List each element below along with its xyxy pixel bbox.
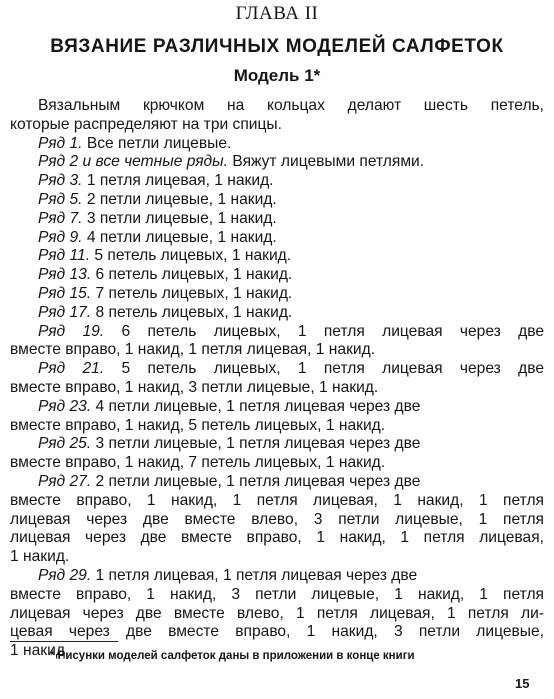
row-label: Ряд 9. [38,228,83,246]
row-text: 1 накид. [10,548,70,566]
page-number: 15 [515,676,530,691]
row-text: 6 петель лицевых, 1 накид. [95,266,293,284]
row-line [10,229,544,248]
row-paragraph [10,285,544,304]
row-line [10,454,544,473]
row-line [10,417,544,436]
row-paragraph [10,153,544,172]
row-label: Ряд 13. [38,266,92,284]
row-text: лицевая через две вместе влево, 3 петли лицевые, 1 петля [10,510,544,528]
row-paragraph [10,323,544,361]
row-text: 2 петли лицевые, 1 петля лицевая через две [95,472,421,490]
row-label: Ряд 3. [38,172,83,190]
row-line [10,266,544,285]
row-label: Ряд 5. [38,190,83,208]
row-text: 2 петли лицевые, 1 накид. [86,190,277,208]
row-label: Ряд 21. [38,360,105,378]
row-line [10,511,544,530]
row-line [10,341,544,360]
row-line [10,360,544,379]
row-label: Ряд 19. [38,322,105,340]
row-line [10,135,544,154]
row-text: 3 петли лицевые, 1 накид. [86,209,277,227]
row-text: Вяжут лицевыми петлями. [232,153,425,171]
intro-line: которые распределяют на три спицы. [10,115,282,133]
row-text: вместе вправо, 1 накид, 7 петель лицевых, 1 накид. [10,454,386,472]
row-label: Ряд 2 и все четные ряды. [38,153,228,171]
intro-line: Вязальным крючком на кольцах делают шесть петель, [38,97,544,114]
row-paragraph [10,229,544,248]
row-label: Ряд 11. [38,247,91,265]
row-paragraph [10,172,544,191]
row-line [10,379,544,398]
row-label: Ряд 27. [38,472,92,490]
row-instructions [10,135,544,661]
row-text: 6 петель лицевых, 1 петля лицевая через две [121,322,544,340]
row-text: вместе вправо, 1 накид, 3 петли лицевые, 1 накид, 1 петля [10,585,544,603]
row-text: 4 петли лицевые, 1 накид. [86,228,277,246]
row-line [10,398,544,417]
intro-paragraph [10,97,544,135]
row-paragraph [10,135,544,154]
row-text: 7 петель лицевых, 1 накид. [95,284,293,302]
row-text: лицевая через две вместе влево, 1 петля лицевая, 1 петля ли- [10,604,544,622]
row-label: Ряд 25. [38,435,92,453]
row-paragraph [10,304,544,323]
row-label: Ряд 15. [38,284,92,302]
row-line [10,473,544,492]
section-title: ВЯЗАНИЕ РАЗЛИЧНЫХ МОДЕЛЕЙ САЛФЕТОК [50,36,504,57]
row-paragraph [10,473,544,567]
row-line [10,191,544,210]
model-heading: Модель 1* [233,66,321,85]
row-line [10,304,544,323]
row-line [10,586,544,605]
row-text: 8 петель лицевых, 1 накид. [95,303,293,321]
row-label: Ряд 1. [38,134,83,152]
chapter-heading: ГЛАВА II [235,3,319,24]
row-label: Ряд 7. [38,209,83,227]
row-paragraph [10,247,544,266]
row-label: Ряд 23. [38,397,92,415]
row-text: 4 петли лицевые, 1 петля лицевая через две [95,397,421,415]
body-text [10,97,544,661]
row-text: вместе вправо, 1 накид, 5 петель лицевых, 1 накид. [10,416,386,434]
row-line [10,492,544,511]
row-label: Ряд 17. [38,303,92,321]
row-line [10,623,544,642]
row-line [10,210,544,229]
row-paragraph [10,210,544,229]
row-paragraph [10,398,544,436]
row-paragraph [10,567,544,661]
row-text: Все петли лицевые. [86,134,232,152]
row-line [10,548,544,567]
row-paragraph [10,360,544,398]
row-text: 1 накид. [10,642,70,660]
row-text: 5 петель лицевых, 1 накид. [94,247,292,265]
row-text: цевая через две вместе вправо, 1 накид, 3 петли лицевые, [10,623,544,641]
row-text: вместе вправо, 1 накид, 1 петля лицевая, 1 накид. [10,341,376,359]
row-line [10,247,544,266]
row-text: вместе вправо, 1 накид, 1 петля лицевая, 1 накид, 1 петля [10,491,544,509]
row-line [10,172,544,191]
row-text: 1 петля лицевая, 1 накид. [86,172,274,190]
row-text: вместе вправо, 1 накид, 3 петли лицевые, 1 накид. [10,378,379,396]
row-label: Ряд 29. [38,566,92,584]
row-line [10,567,544,586]
footnote-divider [10,641,118,642]
row-text: лицевая через две вместе вправо, 1 накид, 1 петля лицевая, [10,529,544,547]
row-paragraph [10,435,544,473]
row-line [10,153,544,172]
row-paragraph [10,191,544,210]
row-line [10,605,544,624]
row-text: 1 петля лицевая, 1 петля лицевая через две [95,566,418,584]
row-line [10,285,544,304]
row-line [10,323,544,342]
footnote: * Рисунки моделей салфеток даны в приложении в конце книги [50,650,415,662]
row-line [10,435,544,454]
row-line [10,529,544,548]
row-text: 3 петли лицевые, 1 петля лицевая через две [95,435,421,453]
row-text: 5 петель лицевых, 1 петля лицевая через две [121,360,544,378]
row-paragraph [10,266,544,285]
